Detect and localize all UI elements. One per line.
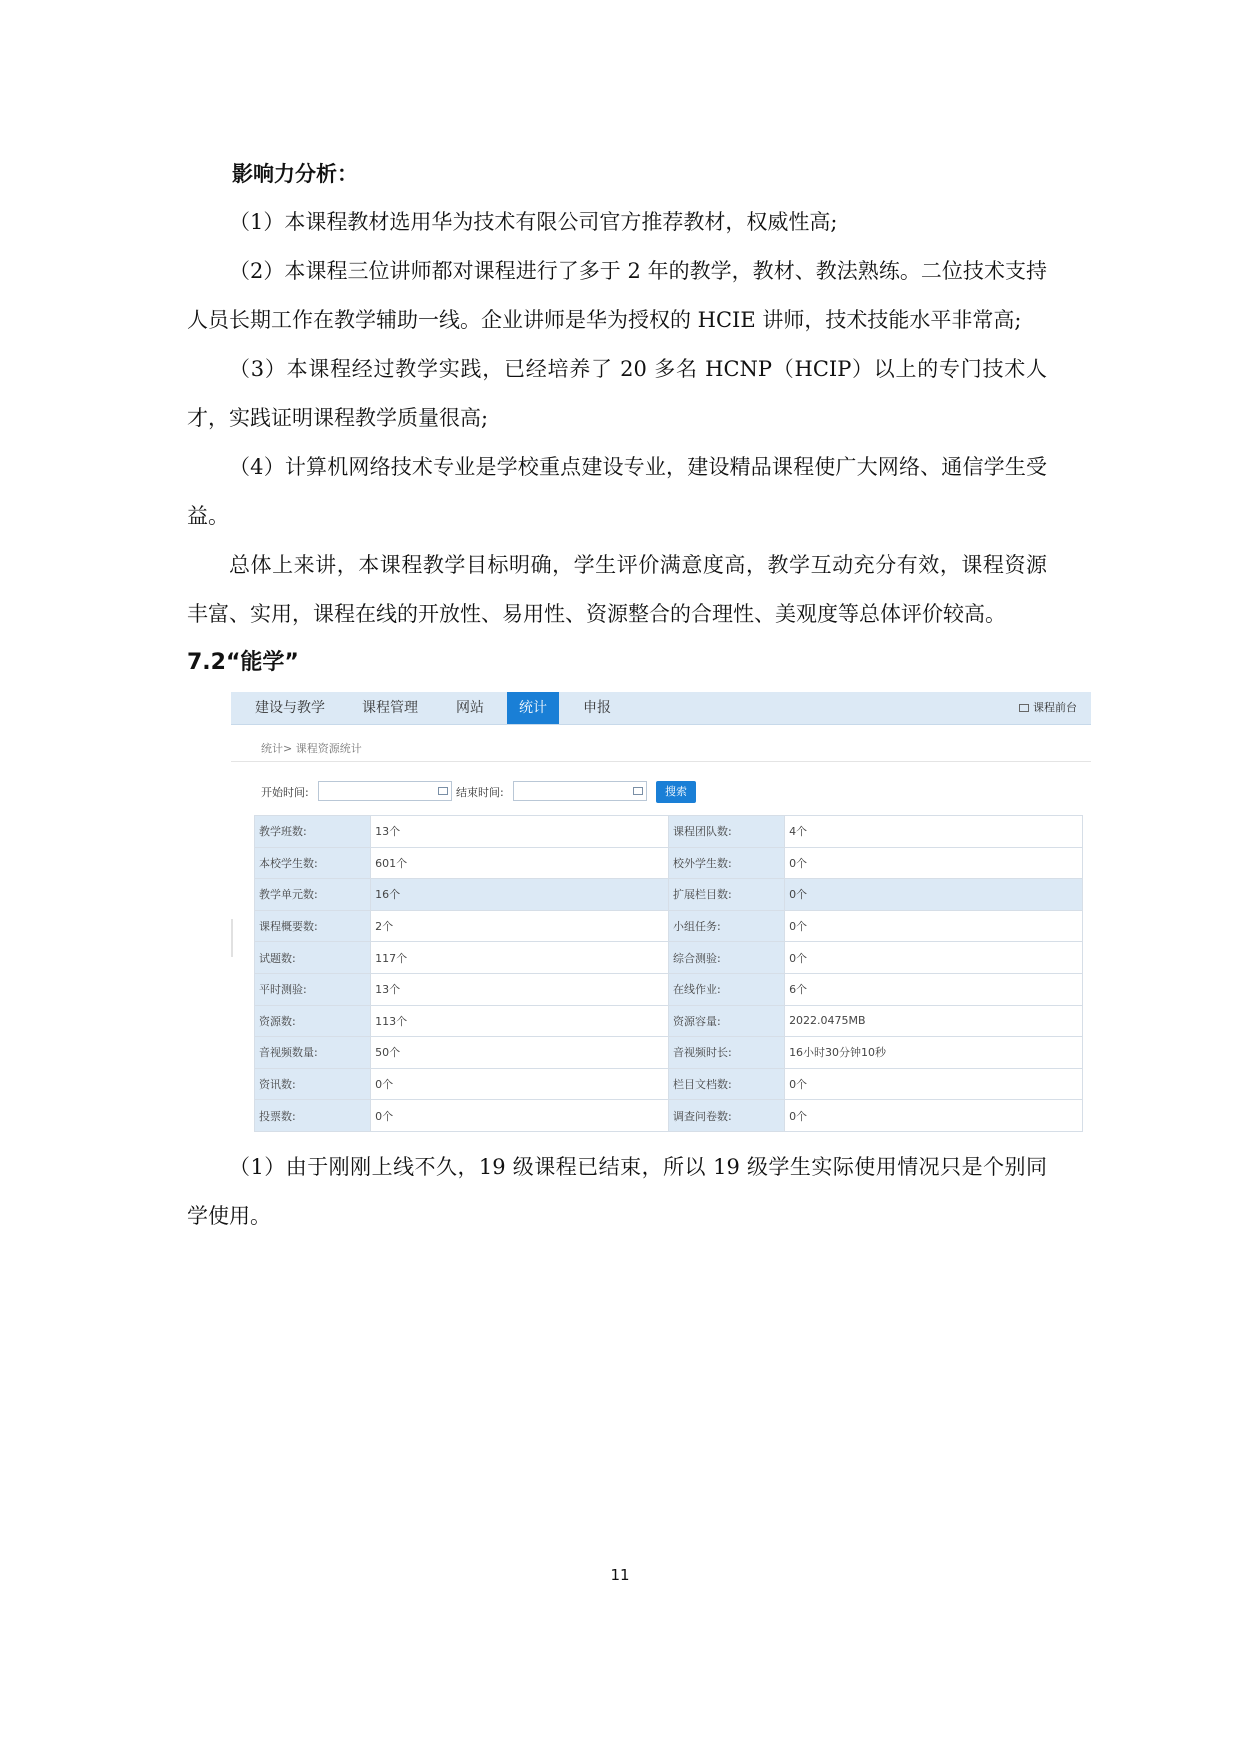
stat-label: 小组任务: bbox=[668, 910, 784, 942]
stat-label: 投票数: bbox=[255, 1100, 371, 1132]
stat-label: 栏目文档数: bbox=[668, 1068, 784, 1100]
stat-label: 资源数: bbox=[255, 1005, 371, 1037]
stat-value: 601个 bbox=[371, 847, 669, 879]
top-nav-bar bbox=[231, 692, 1091, 725]
stat-label: 综合测验: bbox=[668, 942, 784, 974]
stat-value: 6个 bbox=[785, 973, 1083, 1005]
stat-value: 0个 bbox=[785, 910, 1083, 942]
paragraph-3: （3）本课程经过教学实践，已经培养了 20 多名 HCNP（HCIP）以上的专门技术人才，实践证明课程教学质量很高; bbox=[187, 357, 1047, 430]
stat-value: 0个 bbox=[371, 1100, 669, 1132]
stat-value: 113个 bbox=[371, 1005, 669, 1037]
stat-value: 0个 bbox=[371, 1068, 669, 1100]
stat-value: 117个 bbox=[371, 942, 669, 974]
calendar-icon[interactable] bbox=[633, 787, 643, 795]
stat-value: 50个 bbox=[371, 1037, 669, 1069]
paragraph-2: （2）本课程三位讲师都对课程进行了多于 2 年的教学，教材、教法熟练。二位技术支持人员长期工作在教学辅助一线。企业讲师是华为授权的 HCIE 讲师，技术技能水平非常高; bbox=[187, 259, 1047, 332]
stat-label: 教学班数: bbox=[255, 816, 371, 848]
section-title: 7.2“能学” bbox=[187, 650, 299, 675]
stat-label: 课程概要数: bbox=[255, 910, 371, 942]
table-row bbox=[255, 942, 1083, 974]
page-number: 11 bbox=[610, 1566, 630, 1584]
stat-value: 4个 bbox=[785, 816, 1083, 848]
nav-item-declare[interactable]: 申报 bbox=[583, 700, 611, 716]
breadcrumb: 统计> 课程资源统计 bbox=[261, 742, 362, 755]
stat-label: 在线作业: bbox=[668, 973, 784, 1005]
nav-item-build-teach[interactable]: 建设与教学 bbox=[255, 700, 325, 716]
table-row bbox=[255, 1005, 1083, 1037]
stat-label: 扩展栏目数: bbox=[668, 879, 784, 911]
nav-item-statistics[interactable]: 统计 bbox=[507, 692, 559, 724]
paragraph-after: （1）由于刚刚上线不久，19 级课程已结束，所以 19 级学生实际使用情况只是个别同学使用。 bbox=[187, 1155, 1047, 1228]
stat-value: 16个 bbox=[371, 879, 669, 911]
course-resource-stats-table bbox=[254, 815, 1083, 1132]
start-time-input[interactable] bbox=[318, 781, 452, 801]
table-row bbox=[255, 910, 1083, 942]
table-row bbox=[255, 879, 1083, 911]
stat-label: 教学单元数: bbox=[255, 879, 371, 911]
divider bbox=[231, 761, 1091, 762]
table-row bbox=[255, 1068, 1083, 1100]
body-text bbox=[187, 198, 1047, 639]
stat-label: 音视频数量: bbox=[255, 1037, 371, 1069]
influence-heading: 影响力分析： bbox=[232, 161, 358, 186]
stat-value: 2个 bbox=[371, 910, 669, 942]
table-row bbox=[255, 816, 1083, 848]
stat-value: 0个 bbox=[785, 1100, 1083, 1132]
stat-value: 0个 bbox=[785, 879, 1083, 911]
table-row bbox=[255, 847, 1083, 879]
stat-label: 校外学生数: bbox=[668, 847, 784, 879]
stat-value: 0个 bbox=[785, 942, 1083, 974]
course-front-link[interactable] bbox=[1019, 692, 1077, 724]
paragraph-4: （4）计算机网络技术专业是学校重点建设专业，建设精品课程使广大网络、通信学生受益。 bbox=[187, 455, 1047, 528]
stat-label: 课程团队数: bbox=[668, 816, 784, 848]
stat-value: 13个 bbox=[371, 973, 669, 1005]
paragraph-5: 总体上来讲，本课程教学目标明确，学生评价满意度高，教学互动充分有效，课程资源丰富、实用，课程在线的开放性、易用性、资源整合的合理性、美观度等总体评价较高。 bbox=[187, 553, 1047, 626]
stat-label: 平时测验: bbox=[255, 973, 371, 1005]
table-row bbox=[255, 1037, 1083, 1069]
stat-label: 调查问卷数: bbox=[668, 1100, 784, 1132]
table-row bbox=[255, 1100, 1083, 1132]
end-time-label: 结束时间: bbox=[456, 786, 504, 799]
calendar-icon[interactable] bbox=[438, 787, 448, 795]
end-time-input[interactable] bbox=[513, 781, 647, 801]
after-text bbox=[187, 1143, 1047, 1241]
stat-label: 本校学生数: bbox=[255, 847, 371, 879]
stat-label: 试题数: bbox=[255, 942, 371, 974]
start-time-label: 开始时间: bbox=[261, 786, 309, 799]
nav-item-website[interactable]: 网站 bbox=[456, 700, 484, 716]
stat-label: 资讯数: bbox=[255, 1068, 371, 1100]
table-row bbox=[255, 973, 1083, 1005]
stat-label: 音视频时长: bbox=[668, 1037, 784, 1069]
stat-value: 13个 bbox=[371, 816, 669, 848]
stat-value: 0个 bbox=[785, 1068, 1083, 1100]
stat-value: 16小时30分钟10秒 bbox=[785, 1037, 1083, 1069]
divider bbox=[231, 919, 233, 957]
embedded-screenshot bbox=[231, 692, 1091, 1134]
monitor-icon bbox=[1019, 704, 1029, 712]
course-front-label: 课程前台 bbox=[1033, 701, 1077, 714]
stat-value: 0个 bbox=[785, 847, 1083, 879]
search-button[interactable]: 搜索 bbox=[656, 781, 696, 803]
stat-value: 2022.0475MB bbox=[785, 1005, 1083, 1037]
nav-item-course-manage[interactable]: 课程管理 bbox=[362, 700, 418, 716]
stat-label: 资源容量: bbox=[668, 1005, 784, 1037]
paragraph-1: （1）本课程教材选用华为技术有限公司官方推荐教材，权威性高; bbox=[229, 210, 838, 234]
